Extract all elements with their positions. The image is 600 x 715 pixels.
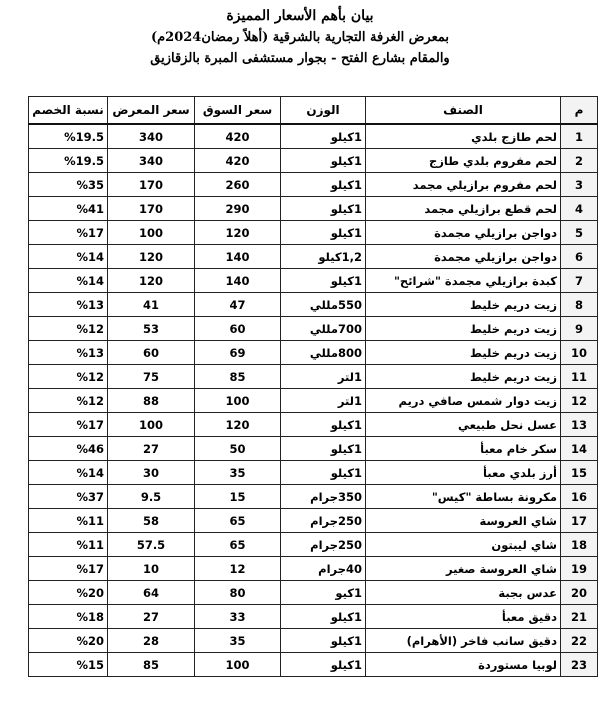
header-subtitle: بمعرض الغرفة التجارية بالشرقية (أهلاً رمضان2024م) bbox=[150, 30, 450, 45]
cell-expo-price: 75 bbox=[108, 365, 195, 389]
cell-market-price: 140 bbox=[195, 269, 281, 293]
cell-weight: 1,2كيلو bbox=[281, 245, 366, 269]
cell-item: أرز بلدي معبأ bbox=[366, 461, 561, 485]
cell-number: 17 bbox=[561, 509, 598, 533]
cell-number: 20 bbox=[561, 581, 598, 605]
col-header-market-price: سعر السوق bbox=[195, 97, 281, 125]
table-row bbox=[29, 221, 598, 245]
cell-weight: 1كيلو bbox=[281, 197, 366, 221]
table-body bbox=[29, 124, 598, 677]
cell-item: دقيق معبأ bbox=[366, 605, 561, 629]
table-row bbox=[29, 653, 598, 677]
cell-number: 9 bbox=[561, 317, 598, 341]
cell-market-price: 100 bbox=[195, 389, 281, 413]
cell-number: 6 bbox=[561, 245, 598, 269]
cell-item: لحم قطع برازيلي مجمد bbox=[366, 197, 561, 221]
cell-number: 22 bbox=[561, 629, 598, 653]
cell-weight: 1كيو bbox=[281, 581, 366, 605]
cell-number: 1 bbox=[561, 124, 598, 149]
table-row bbox=[29, 437, 598, 461]
cell-expo-price: 340 bbox=[108, 149, 195, 173]
cell-number: 15 bbox=[561, 461, 598, 485]
cell-market-price: 260 bbox=[195, 173, 281, 197]
cell-discount: %15 bbox=[29, 653, 108, 677]
cell-weight: 1كيلو bbox=[281, 629, 366, 653]
cell-weight: 1كيلو bbox=[281, 413, 366, 437]
cell-market-price: 35 bbox=[195, 629, 281, 653]
cell-discount: %20 bbox=[29, 629, 108, 653]
table-row bbox=[29, 293, 598, 317]
col-header-discount: نسبة الخصم bbox=[29, 97, 108, 125]
cell-expo-price: 57.5 bbox=[108, 533, 195, 557]
cell-expo-price: 120 bbox=[108, 269, 195, 293]
cell-item: شاي ليبتون bbox=[366, 533, 561, 557]
cell-expo-price: 120 bbox=[108, 245, 195, 269]
cell-discount: %37 bbox=[29, 485, 108, 509]
cell-market-price: 33 bbox=[195, 605, 281, 629]
header-title: بيان بأهم الأسعار المميزة bbox=[226, 8, 374, 24]
cell-number: 4 bbox=[561, 197, 598, 221]
cell-number: 21 bbox=[561, 605, 598, 629]
table-header-row bbox=[29, 97, 598, 125]
cell-number: 13 bbox=[561, 413, 598, 437]
cell-discount: %19.5 bbox=[29, 124, 108, 149]
cell-discount: %20 bbox=[29, 581, 108, 605]
cell-market-price: 120 bbox=[195, 413, 281, 437]
cell-weight: 800مللي bbox=[281, 341, 366, 365]
cell-discount: %14 bbox=[29, 245, 108, 269]
cell-weight: 1كيلو bbox=[281, 269, 366, 293]
table-row bbox=[29, 173, 598, 197]
cell-expo-price: 170 bbox=[108, 197, 195, 221]
cell-expo-price: 27 bbox=[108, 437, 195, 461]
table-row bbox=[29, 197, 598, 221]
cell-market-price: 65 bbox=[195, 533, 281, 557]
cell-discount: %14 bbox=[29, 461, 108, 485]
col-header-item: الصنف bbox=[366, 97, 561, 125]
cell-expo-price: 170 bbox=[108, 173, 195, 197]
document-header bbox=[0, 6, 600, 69]
cell-discount: %12 bbox=[29, 317, 108, 341]
cell-number: 2 bbox=[561, 149, 598, 173]
price-table bbox=[28, 96, 598, 677]
cell-discount: %17 bbox=[29, 413, 108, 437]
cell-discount: %41 bbox=[29, 197, 108, 221]
cell-number: 18 bbox=[561, 533, 598, 557]
cell-item: زيت دريم خليط bbox=[366, 365, 561, 389]
cell-number: 16 bbox=[561, 485, 598, 509]
cell-market-price: 65 bbox=[195, 509, 281, 533]
cell-number: 5 bbox=[561, 221, 598, 245]
cell-item: دواجن برازيلي مجمدة bbox=[366, 221, 561, 245]
cell-discount: %13 bbox=[29, 293, 108, 317]
col-header-expo-price: سعر المعرض bbox=[108, 97, 195, 125]
cell-item: لوبيا مستوردة bbox=[366, 653, 561, 677]
table-row bbox=[29, 365, 598, 389]
cell-number: 8 bbox=[561, 293, 598, 317]
cell-expo-price: 60 bbox=[108, 341, 195, 365]
table-row bbox=[29, 245, 598, 269]
cell-weight: 1كيلو bbox=[281, 124, 366, 149]
cell-expo-price: 64 bbox=[108, 581, 195, 605]
cell-expo-price: 27 bbox=[108, 605, 195, 629]
cell-expo-price: 41 bbox=[108, 293, 195, 317]
table-row bbox=[29, 413, 598, 437]
cell-weight: 1كيلو bbox=[281, 653, 366, 677]
table-row bbox=[29, 461, 598, 485]
cell-market-price: 15 bbox=[195, 485, 281, 509]
table-row bbox=[29, 605, 598, 629]
cell-weight: 1كيلو bbox=[281, 173, 366, 197]
table-row bbox=[29, 124, 598, 149]
cell-market-price: 12 bbox=[195, 557, 281, 581]
cell-expo-price: 28 bbox=[108, 629, 195, 653]
cell-item: سكر خام معبأ bbox=[366, 437, 561, 461]
cell-discount: %35 bbox=[29, 173, 108, 197]
cell-item: عدس بجبة bbox=[366, 581, 561, 605]
cell-market-price: 47 bbox=[195, 293, 281, 317]
cell-expo-price: 85 bbox=[108, 653, 195, 677]
table-row bbox=[29, 629, 598, 653]
cell-weight: 1كيلو bbox=[281, 221, 366, 245]
cell-expo-price: 30 bbox=[108, 461, 195, 485]
cell-number: 12 bbox=[561, 389, 598, 413]
cell-number: 14 bbox=[561, 437, 598, 461]
cell-item: لحم مفروم بلدي طازج bbox=[366, 149, 561, 173]
cell-discount: %11 bbox=[29, 509, 108, 533]
cell-market-price: 100 bbox=[195, 653, 281, 677]
cell-weight: 250جرام bbox=[281, 533, 366, 557]
cell-item: زيت دريم خليط bbox=[366, 293, 561, 317]
cell-expo-price: 88 bbox=[108, 389, 195, 413]
cell-item: عسل نحل طبيعي bbox=[366, 413, 561, 437]
cell-discount: %17 bbox=[29, 221, 108, 245]
cell-expo-price: 100 bbox=[108, 221, 195, 245]
cell-item: دواجن برازيلي مجمدة bbox=[366, 245, 561, 269]
cell-number: 3 bbox=[561, 173, 598, 197]
cell-market-price: 420 bbox=[195, 149, 281, 173]
cell-discount: %12 bbox=[29, 365, 108, 389]
cell-expo-price: 100 bbox=[108, 413, 195, 437]
cell-discount: %18 bbox=[29, 605, 108, 629]
header-location: والمقام بشارع الفتح - بجوار مستشفى المبرة بالزقازيق bbox=[150, 51, 450, 66]
cell-expo-price: 53 bbox=[108, 317, 195, 341]
table-row bbox=[29, 389, 598, 413]
cell-number: 7 bbox=[561, 269, 598, 293]
cell-market-price: 120 bbox=[195, 221, 281, 245]
cell-item: زيت دريم خليط bbox=[366, 317, 561, 341]
cell-expo-price: 340 bbox=[108, 124, 195, 149]
cell-item: كبدة برازيلي مجمدة "شرائح" bbox=[366, 269, 561, 293]
cell-weight: 700مللي bbox=[281, 317, 366, 341]
cell-market-price: 420 bbox=[195, 124, 281, 149]
table-row bbox=[29, 557, 598, 581]
cell-discount: %12 bbox=[29, 389, 108, 413]
cell-item: شاي العروسة صغير bbox=[366, 557, 561, 581]
cell-market-price: 140 bbox=[195, 245, 281, 269]
cell-weight: 1لتر bbox=[281, 389, 366, 413]
cell-market-price: 50 bbox=[195, 437, 281, 461]
cell-item: شاي العروسة bbox=[366, 509, 561, 533]
cell-number: 19 bbox=[561, 557, 598, 581]
cell-market-price: 35 bbox=[195, 461, 281, 485]
cell-expo-price: 9.5 bbox=[108, 485, 195, 509]
col-header-weight: الوزن bbox=[281, 97, 366, 125]
col-header-number: م bbox=[561, 97, 598, 125]
cell-discount: %17 bbox=[29, 557, 108, 581]
cell-discount: %19.5 bbox=[29, 149, 108, 173]
table-row bbox=[29, 581, 598, 605]
table-row bbox=[29, 317, 598, 341]
cell-discount: %11 bbox=[29, 533, 108, 557]
cell-number: 11 bbox=[561, 365, 598, 389]
cell-weight: 1كيلو bbox=[281, 461, 366, 485]
table-row bbox=[29, 509, 598, 533]
cell-number: 10 bbox=[561, 341, 598, 365]
cell-item: دقيق سانب فاخر (الأهرام) bbox=[366, 629, 561, 653]
cell-discount: %14 bbox=[29, 269, 108, 293]
table-row bbox=[29, 149, 598, 173]
cell-weight: 1كيلو bbox=[281, 437, 366, 461]
cell-number: 23 bbox=[561, 653, 598, 677]
cell-weight: 1كيلو bbox=[281, 605, 366, 629]
cell-weight: 40جرام bbox=[281, 557, 366, 581]
cell-market-price: 290 bbox=[195, 197, 281, 221]
table-row bbox=[29, 341, 598, 365]
cell-expo-price: 58 bbox=[108, 509, 195, 533]
table-row bbox=[29, 533, 598, 557]
cell-weight: 550مللي bbox=[281, 293, 366, 317]
cell-weight: 350جرام bbox=[281, 485, 366, 509]
cell-discount: %46 bbox=[29, 437, 108, 461]
table-row bbox=[29, 485, 598, 509]
cell-weight: 1لتر bbox=[281, 365, 366, 389]
cell-market-price: 60 bbox=[195, 317, 281, 341]
cell-item: لحم مفروم برازيلي مجمد bbox=[366, 173, 561, 197]
table-row bbox=[29, 269, 598, 293]
cell-item: لحم طازج بلدي bbox=[366, 124, 561, 149]
cell-market-price: 80 bbox=[195, 581, 281, 605]
cell-market-price: 69 bbox=[195, 341, 281, 365]
cell-weight: 250جرام bbox=[281, 509, 366, 533]
cell-item: زيت دريم خليط bbox=[366, 341, 561, 365]
cell-expo-price: 10 bbox=[108, 557, 195, 581]
cell-weight: 1كيلو bbox=[281, 149, 366, 173]
cell-item: مكرونة بساطة "كيس" bbox=[366, 485, 561, 509]
cell-discount: %13 bbox=[29, 341, 108, 365]
cell-market-price: 85 bbox=[195, 365, 281, 389]
cell-item: زيت دوار شمس صافي دريم bbox=[366, 389, 561, 413]
